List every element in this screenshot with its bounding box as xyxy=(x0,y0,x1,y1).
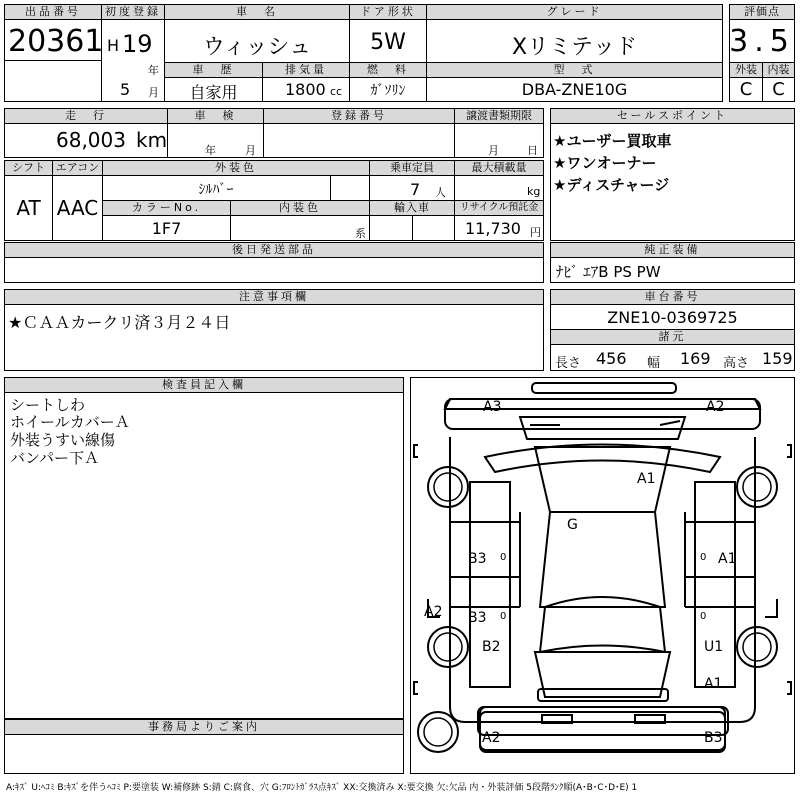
color-no: 1F7 xyxy=(151,219,182,238)
capacity-label: 乗車定員 xyxy=(369,160,455,176)
recycle: 11,730 xyxy=(465,219,521,238)
mark-left-fender: B2 xyxy=(482,639,501,655)
office-cell xyxy=(4,734,404,774)
mark-left-front-door: B3 xyxy=(468,610,487,626)
displacement-unit: cc xyxy=(330,85,343,98)
reg-no-cell xyxy=(263,123,455,158)
mark-rear-right: A2 xyxy=(706,399,725,415)
reg-year-unit: 年 xyxy=(148,64,159,77)
car-name: ウィッシュ xyxy=(202,35,312,60)
ext-color: ｼﾙﾊﾞｰ xyxy=(198,182,234,198)
first-reg-label: 初度登録 xyxy=(101,4,165,20)
displacement: 1800 xyxy=(285,80,326,99)
displacement-label: 排気量 xyxy=(262,62,350,78)
chassis-label: 車台番号 xyxy=(550,289,795,305)
history-label: 車 歴 xyxy=(164,62,263,78)
score: 3.5 xyxy=(729,24,795,59)
inspection-year-unit: 年 xyxy=(205,144,216,157)
post-parts-cell xyxy=(4,257,544,283)
inspection-label: 車 検 xyxy=(167,108,264,124)
door-type: 5W xyxy=(370,30,406,55)
office-label: 事務局よりご案内 xyxy=(4,719,404,735)
mileage: 68,003 xyxy=(56,128,126,152)
int-color-unit: 系 xyxy=(355,227,366,240)
height-label: 高さ xyxy=(723,356,750,371)
exterior-label: 外装 xyxy=(729,62,763,78)
sales-point-1: ★ユーザー買取車 xyxy=(553,132,672,150)
shift: AT xyxy=(16,196,41,220)
inspector-line-1: シートしわ xyxy=(10,396,86,414)
dims-cell xyxy=(550,344,795,371)
lot-no-label: 出品番号 xyxy=(4,4,102,20)
reg-month-unit: 月 xyxy=(148,86,159,99)
ext-color-divider xyxy=(330,175,331,201)
reg-no-label: 登録番号 xyxy=(263,108,455,124)
fuel-label: 燃 料 xyxy=(349,62,427,78)
int-color-label: 内装色 xyxy=(230,200,370,216)
equipment-label: 純正装備 xyxy=(550,242,795,258)
mark-small-2: 0 xyxy=(700,552,707,563)
inspector-label: 検査員記入欄 xyxy=(4,377,404,393)
mark-glass: G xyxy=(567,517,578,533)
mark-right-rear-door: A1 xyxy=(718,551,737,567)
car-diagram xyxy=(410,377,795,774)
transfer-month-unit: 月 xyxy=(488,144,499,157)
door-label: ドア形状 xyxy=(349,4,427,20)
interior-grade: C xyxy=(772,79,785,100)
shift-label: シフト xyxy=(4,160,53,176)
interior-label: 内装 xyxy=(762,62,795,78)
model-code-label: 型 式 xyxy=(426,62,723,78)
history: 自家用 xyxy=(189,83,238,102)
dims-label: 諸元 xyxy=(550,329,795,345)
import-cell-a xyxy=(369,215,413,241)
mark-front-right: B3 xyxy=(704,730,723,746)
inspector-line-2: ホイールカバーＡ xyxy=(10,413,130,431)
model-code: DBA-ZNE10G xyxy=(521,80,628,99)
sales-point-2: ★ワンオーナー xyxy=(553,154,657,172)
era: H xyxy=(107,36,120,55)
equipment: ﾅﾋﾞ ｴｱB PS PW xyxy=(556,263,661,281)
mark-rear-left: A3 xyxy=(483,399,502,415)
ac: AAC xyxy=(56,196,99,220)
post-parts-label: 後日発送部品 xyxy=(4,242,544,258)
notes: ★ＣＡＡカークリ済３月２４日 xyxy=(8,313,231,332)
lot-divider xyxy=(4,60,102,61)
reg-year: 19 xyxy=(122,30,153,58)
load-label: 最大積載量 xyxy=(454,160,544,176)
legend-footer: A:ｷｽﾞ U:ﾍｺﾐ B:ｷｽﾞを伴うﾍｺﾐ P:要塗装 W:補修跡 S:錆 C:腐食、穴 G:ﾌﾛﾝﾄｶﾞﾗｽ点ｷｽﾞ XX:交換済み X:要交換 欠:欠品 内・外装評価 5段階ﾗﾝｸ順(A･B･C･D･E) 1 xyxy=(6,783,638,793)
chassis-no: ZNE10-0369725 xyxy=(607,308,738,327)
width: 169 xyxy=(680,349,711,368)
lot-no: 20361 xyxy=(8,24,104,59)
sales-points-label: セールスポイント xyxy=(550,108,795,124)
recycle-unit: 円 xyxy=(530,226,541,239)
capacity: 7 xyxy=(410,180,421,199)
mark-small-1: 0 xyxy=(500,552,507,563)
ext-color-label: 外装色 xyxy=(102,160,370,176)
mark-right-fender: U1 xyxy=(704,639,724,655)
import-label: 輸入車 xyxy=(369,200,455,216)
exterior-grade: C xyxy=(739,79,753,100)
inspector-line-3: 外装うすい線傷 xyxy=(10,431,116,449)
mark-right-front: A1 xyxy=(704,676,723,692)
int-color-cell xyxy=(230,215,370,241)
fuel: ｶﾞｿﾘﾝ xyxy=(370,83,406,99)
load-unit: kg xyxy=(527,185,541,198)
grade-label: グレード xyxy=(426,4,723,20)
mark-left-rear-door: B3 xyxy=(468,551,487,567)
color-no-label: カラーNo. xyxy=(102,200,231,216)
recycle-label: リサイクル預託金 xyxy=(454,200,544,216)
transfer-label: 譲渡書類期限 xyxy=(454,108,544,124)
reg-month: 5 xyxy=(120,80,131,99)
notes-label: 注意事項欄 xyxy=(4,289,544,305)
inspection-month-unit: 月 xyxy=(245,144,256,157)
mark-small-4: 0 xyxy=(700,611,707,622)
sales-point-3: ★ディスチャージ xyxy=(553,176,670,194)
width-label: 幅 xyxy=(647,356,661,371)
car-name-label: 車 名 xyxy=(164,4,350,20)
mark-roof: A1 xyxy=(637,471,656,487)
inspector-line-4: バンパー下Ａ xyxy=(10,449,99,467)
height: 159 xyxy=(762,349,793,368)
grade: Xリミテッド xyxy=(511,35,638,60)
transfer-day-unit: 日 xyxy=(527,144,538,157)
mark-left-quarter: A2 xyxy=(424,604,443,620)
length-label: 長さ xyxy=(555,356,582,371)
mark-small-3: 0 xyxy=(500,611,507,622)
capacity-unit: 人 xyxy=(435,186,446,199)
length: 456 xyxy=(596,349,627,368)
ac-label: エアコン xyxy=(52,160,103,176)
mark-front-left: A2 xyxy=(482,730,501,746)
mileage-label: 走 行 xyxy=(4,108,168,124)
import-cell-b xyxy=(412,215,455,241)
score-label: 評価点 xyxy=(729,4,795,20)
mileage-unit: km xyxy=(136,128,168,152)
